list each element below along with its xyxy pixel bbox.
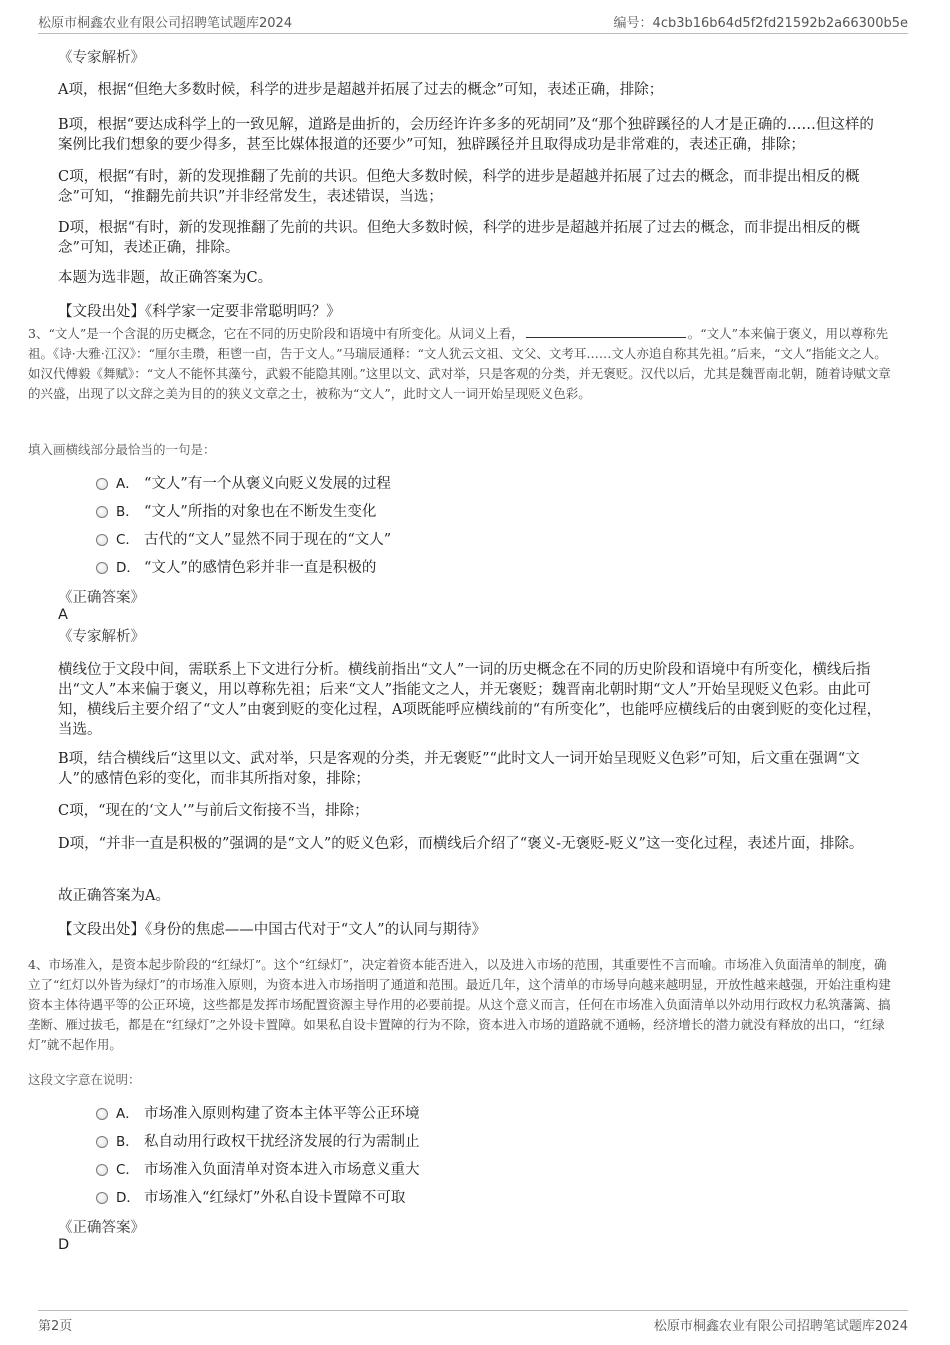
page-footer: [38, 1310, 908, 1334]
header-doc-id: 编号：4cb3b16b64d5f2fd21592b2a66300b5e: [613, 16, 908, 31]
q3-fill-blank: [526, 326, 686, 338]
radio-icon[interactable]: [96, 1192, 108, 1204]
radio-icon[interactable]: [96, 478, 108, 490]
radio-icon[interactable]: [96, 1136, 108, 1148]
q3-stem-after: 。“文人”本来偏于褒义，用以尊称先祖。《诗·大雅·江汉》：“厘尔圭瓒，秬鬯一卣，告于文人。”马瑞辰通释：“文人犹云文祖、文父、文考耳……文人亦追自称其先祖。”后来，“文人”指能文之人。如汉代傅毅《舞赋》：“文人不能怀其藻兮，武毅不能隐其刚。”这里以文、武对举，只是客观的分类，并无褒贬。汉代以后，尤其是魏晋南北朝，随着诗赋文章的兴盛，出现了以文辞之美为目的的狭义文章之士，被称为“文人”，此时文人一词开始呈现贬义色彩。: [28, 326, 891, 401]
page-header: [38, 10, 908, 34]
q3-option-b[interactable]: B． “文人”所指的对象也在不断发生变化: [96, 502, 376, 522]
q4-option-c[interactable]: C． 市场准入负面清单对资本进入市场意义重大: [96, 1160, 420, 1180]
radio-icon[interactable]: [96, 1164, 108, 1176]
q4-option-a[interactable]: A． 市场准入原则构建了资本主体平等公正环境: [96, 1104, 420, 1124]
page-number: 第2页: [38, 1319, 73, 1334]
q3-answer: A: [58, 607, 68, 623]
q3-option-a[interactable]: A． “文人”有一个从褒义向贬义发展的过程: [96, 474, 391, 494]
q2-conclusion: 本题为选非题，故正确答案为C。: [58, 270, 273, 286]
q4-stem: 4、市场准入，是资本起步阶段的“红绿灯”。这个“红绿灯”，决定着资本能否进入，以及进入市场的范围，其重要性不言而喻。市场准入负面清单的制度，确立了“红灯以外皆为绿灯”的市场准入原则，为资本进入市场指明了通道和范围。最近几年，这个清单的市场导向越来越明显，开放性越来越强，开始注重构建资本主体待遇平等的公正环境，这些都是发挥市场配置资源主导作用的必要前提。从这个意义而言，任何在市场准入负面清单以外动用行政权力私筑藩篱、搞垄断、雁过拔毛，都是在“红绿灯”之外设卡置障。如果私自设卡置障的行为不除，资本进入市场的道路就不通畅，经济增长的潜力就没有释放的出口，“红绿灯”就不起作用。: [28, 957, 891, 1052]
radio-icon[interactable]: [96, 1108, 108, 1120]
q3-analysis-main: 横线位于文段中间，需联系上下文进行分析。横线前指出“文人”一词的历史概念在不同的历史阶段和语境中有所变化，横线后指出“文人”本来偏于褒义，用以尊称先祖；后来“文人”指能文之人，并无褒贬；魏晋南北朝时期“文人”开始呈现贬义色彩。由此可知，横线后主要介绍了“文人”由褒到贬的变化过程，A项既能呼应横线前的“有所变化”，也能呼应横线后的由褒到贬的变化过程，当选。: [58, 662, 882, 738]
q3-option-d[interactable]: D． “文人”的感情色彩并非一直是积极的: [96, 558, 376, 578]
q2-source: 【文段出处】《科学家一定要非常聪明吗？》: [58, 304, 341, 320]
radio-icon[interactable]: [96, 562, 108, 574]
q3-analysis-label: 《专家解析》: [58, 629, 145, 645]
radio-icon[interactable]: [96, 534, 108, 546]
q3-prompt: 填入画横线部分最恰当的一句是：: [28, 442, 216, 457]
q4-answer-label: 《正确答案》: [58, 1220, 145, 1236]
q3-analysis-c: C项，“现在的‘文人’”与前后文衔接不当，排除；: [58, 803, 369, 819]
q4-option-b[interactable]: B． 私自动用行政权干扰经济发展的行为需制止: [96, 1132, 420, 1152]
q3-analysis-b: B项，结合横线后“这里以文、武对举，只是客观的分类，并无褒贬”“此时文人一词开始呈现贬义色彩”可知，后文重在强调“文人”的感情色彩的变化，而非其所指对象，排除；: [58, 751, 860, 787]
radio-icon[interactable]: [96, 506, 108, 518]
q2-analysis-label: 《专家解析》: [58, 50, 145, 66]
q4-prompt: 这段文字意在说明：: [28, 1072, 141, 1087]
q3-answer-label: 《正确答案》: [58, 590, 145, 606]
q4-answer: D: [58, 1237, 70, 1253]
q4-option-d[interactable]: D． 市场准入“红绿灯”外私自设卡置障不可取: [96, 1188, 405, 1208]
footer-title: 松原市桐鑫农业有限公司招聘笔试题库2024: [653, 1319, 908, 1334]
q3-stem-before: 3、“文人”是一个含混的历史概念，它在不同的历史阶段和语境中有所变化。从词义上看，: [28, 326, 524, 341]
header-title: 松原市桐鑫农业有限公司招聘笔试题库2024: [38, 16, 293, 31]
q2-analysis-b: B项，根据“要达成科学上的一致见解，道路是曲折的，会历经许许多多的死胡同”及“那个独辟蹊径的人才是正确的……但这样的案例比我们想象的要少得多，甚至比媒体报道的还要少”可知，独辟蹊径并且取得成功是非常难的，表述正确，排除；: [58, 117, 874, 153]
q3-analysis-d: D项，“并非一直是积极的”强调的是“文人”的贬义色彩，而横线后介绍了“褒义-无褒贬-贬义”这一变化过程，表述片面，排除。: [58, 836, 864, 852]
q2-analysis-c: C项，根据“有时，新的发现推翻了先前的共识。但绝大多数时候，科学的进步是超越并拓展了过去的概念，而非提出相反的概念”可知，“推翻先前共识”并非经常发生，表述错误，当选；: [58, 169, 860, 205]
q3-stem: [28, 324, 898, 404]
q2-analysis-a: A项，根据“但绝大多数时候，科学的进步是超越并拓展了过去的概念”可知，表述正确，排除；: [58, 82, 664, 98]
q2-analysis-d: D项，根据“有时，新的发现推翻了先前的共识。但绝大多数时候，科学的进步是超越并拓展了过去的概念，而非提出相反的概念”可知，表述正确，排除。: [58, 220, 861, 256]
q3-conclusion: 故正确答案为A。: [58, 888, 170, 904]
q3-source: 【文段出处】《身份的焦虑——中国古代对于“文人”的认同与期待》: [58, 922, 487, 938]
q3-option-c[interactable]: C． 古代的“文人”显然不同于现在的“文人”: [96, 530, 391, 550]
